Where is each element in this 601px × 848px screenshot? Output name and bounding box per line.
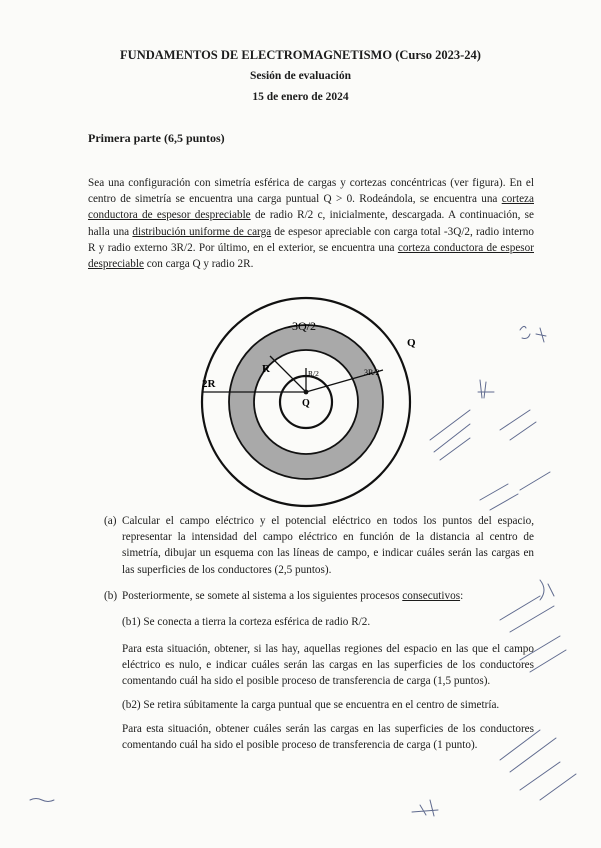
note-scribble-1	[520, 326, 530, 338]
note-scribble-5	[30, 799, 54, 802]
intro-paragraph: Sea una configuración con simetría esférica de cargas y cortezas concéntricas (ver figura). En el centro de simetría se encuentra una carga puntual Q > 0. Rodeándola, se encuentra una corteza conductora de espesor despreciable de radio R/2 c, inicialmente, descargada. A continuación, se halla una distribución uniforme de carga de espesor apreciable con carga total -3Q/2, radio interno R y radio externo 3R/2. Por último, en el exterior, se encuentra una corteza conductora de espesor despreciable con carga Q y radio 2R.	[88, 177, 534, 271]
center-point-charge	[304, 390, 309, 395]
document-title: FUNDAMENTOS DE ELECTROMAGNETISMO (Curso 2023-24)	[120, 48, 481, 62]
label-r2: R/2	[308, 369, 319, 378]
note-equation-3	[480, 472, 550, 510]
label-shell-charge: -3Q/2	[288, 319, 316, 333]
note-equation-2	[500, 410, 536, 440]
document-date: 15 de enero de 2024	[252, 91, 349, 103]
note-equation-1	[430, 410, 470, 460]
document-subtitle: Sesión de evaluación	[250, 70, 351, 82]
b2-title: (b2) Se retira súbitamente la carga puntual que se encuentra en el centro de simetría.	[122, 699, 500, 711]
note-scribble-3	[540, 580, 554, 600]
label-outer-charge: Q	[407, 337, 416, 349]
question-a	[104, 513, 534, 578]
question-a-label: (a)	[104, 515, 117, 527]
question-a-text: Calcular el campo eléctrico y el potencial eléctrico en todos los puntos del espacio, representar la intensidad del campo eléctrico en función de la distancia al centro de simetría, dibujar un esquema con las líneas de campo, e indicar cuáles serán las cargas en las superficies de los conductores (2,5 puntos).	[122, 515, 534, 576]
note-fraction-1	[478, 380, 494, 398]
label-3r2: 3R/2	[364, 368, 380, 377]
note-scribble-2	[536, 328, 546, 342]
b1-title: (b1) Se conecta a tierra la corteza esférica de radio R/2.	[122, 616, 371, 628]
label-center-charge: Q	[302, 398, 310, 409]
section-title: Primera parte (6,5 puntos)	[88, 131, 225, 145]
concentric-shells-figure	[196, 292, 416, 512]
label-r: R	[262, 363, 270, 375]
note-scribble-4	[412, 800, 438, 816]
b2-text: Para esta situación, obtener cuáles serán las cargas en las superficies de los conductores comentando cuál ha sido el posible proceso de transferencia de carga (1 punto).	[122, 723, 534, 751]
question-b-intro: Posteriormente, se somete al sistema a los siguientes procesos consecutivos:	[122, 590, 464, 602]
question-b-label: (b)	[104, 590, 118, 602]
label-2r: 2R	[202, 378, 216, 390]
b1-text: Para esta situación, obtener, si las hay, aquellas regiones del espacio en las que el campo eléctrico es nulo, e indicar cuáles serán las cargas en las superficies de los conductores comentando cuál ha sido el posible proceso de transferencia de carga (1,5 puntos).	[122, 643, 534, 687]
